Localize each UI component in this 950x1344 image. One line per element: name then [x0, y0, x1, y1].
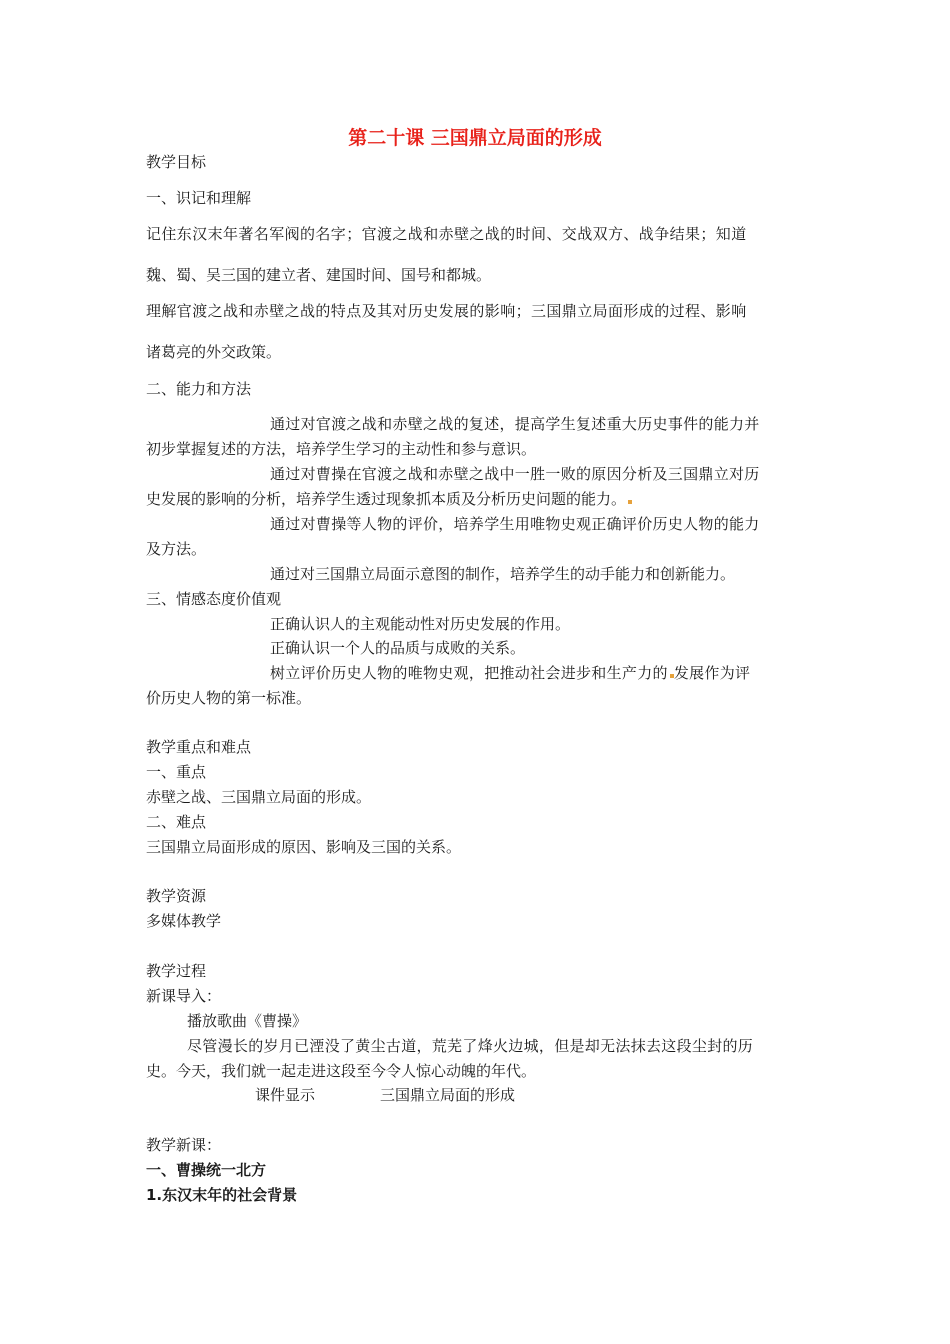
paragraph-line: 播放歌曲《曹操》 [187, 1012, 308, 1030]
paragraph-line: 价历史人物的第一标准。 [146, 689, 312, 707]
section-heading-bold: 一、曹操统一北方 [146, 1161, 267, 1179]
paragraph-line: 通过对曹操在官渡之战和赤壁之战中一胜一败的原因分析及三国鼎立对历 [270, 465, 760, 483]
paragraph-line: 初步掌握复述的方法，培养学生学习的主动性和参与意识。 [146, 440, 537, 458]
paragraph-line: 魏、蜀、吴三国的建立者、建国时间、国号和都城。 [146, 266, 492, 284]
paragraph-line: 正确认识人的主观能动性对历史发展的作用。 [270, 615, 571, 633]
paragraph-line: 尽管漫长的岁月已湮没了黄尘古道，荒芜了烽火边城，但是却无法抹去这段尘封的历 [187, 1037, 754, 1055]
heading-new-lesson: 教学新课： [146, 1136, 222, 1154]
paragraph-line: 理解官渡之战和赤壁之战的特点及其对历史发展的影响；三国鼎立局面形成的过程、影响 [146, 302, 747, 320]
section-heading: 一、识记和理解 [146, 189, 252, 207]
paragraph-line: 正确认识一个人的品质与成败的关系。 [270, 639, 526, 657]
paragraph-line: 通过对曹操等人物的评价，培养学生用唯物史观正确评价历史人物的能力 [270, 515, 760, 533]
subsection-heading-bold: 1.东汉末年的社会背景 [146, 1186, 298, 1204]
paragraph-line [146, 490, 632, 508]
paragraph-line: 三国鼎立局面形成的原因、影响及三国的关系。 [146, 838, 462, 856]
courseware-label: 课件显示 [255, 1086, 316, 1104]
paragraph-text: 史发展的影响的分析，培养学生透过现象抓本质及分析历史问题的能力。 [146, 490, 627, 508]
paragraph-line: 记住东汉末年著名军阀的名字；官渡之战和赤壁之战的时间、交战双方、战争结果；知道 [146, 225, 747, 243]
page-title: 第二十课 三国鼎立局面的形成 [348, 127, 602, 149]
paragraph-line: 多媒体教学 [146, 912, 222, 930]
paragraph-line: 及方法。 [146, 540, 207, 558]
section-heading: 二、能力和方法 [146, 380, 252, 398]
paragraph-line: 新课导入： [146, 987, 222, 1005]
paragraph-line [270, 664, 750, 682]
paragraph-line: 诸葛亮的外交政策。 [146, 343, 282, 361]
paragraph-text: 发展作为评 [673, 664, 751, 682]
heading-teaching-goals: 教学目标 [146, 153, 207, 171]
heading-resources: 教学资源 [146, 887, 207, 905]
heading-key-points: 教学重点和难点 [146, 738, 252, 756]
highlight-mark [628, 500, 632, 504]
paragraph-text: 树立评价历史人物的唯物史观，把推动社会进步和生产力的 [270, 664, 668, 682]
paragraph-line: 通过对官渡之战和赤壁之战的复述，提高学生复述重大历史事件的能力并 [270, 415, 760, 433]
courseware-title: 三国鼎立局面的形成 [380, 1086, 516, 1104]
heading-process: 教学过程 [146, 962, 207, 980]
paragraph-line: 史。今天，我们就一起走进这段至今令人惊心动魄的年代。 [146, 1062, 537, 1080]
section-heading: 三、情感态度价值观 [146, 590, 282, 608]
section-heading: 二、难点 [146, 813, 207, 831]
paragraph-line: 通过对三国鼎立局面示意图的制作，培养学生的动手能力和创新能力。 [270, 565, 736, 583]
paragraph-line: 赤壁之战、三国鼎立局面的形成。 [146, 788, 372, 806]
section-heading: 一、重点 [146, 763, 207, 781]
